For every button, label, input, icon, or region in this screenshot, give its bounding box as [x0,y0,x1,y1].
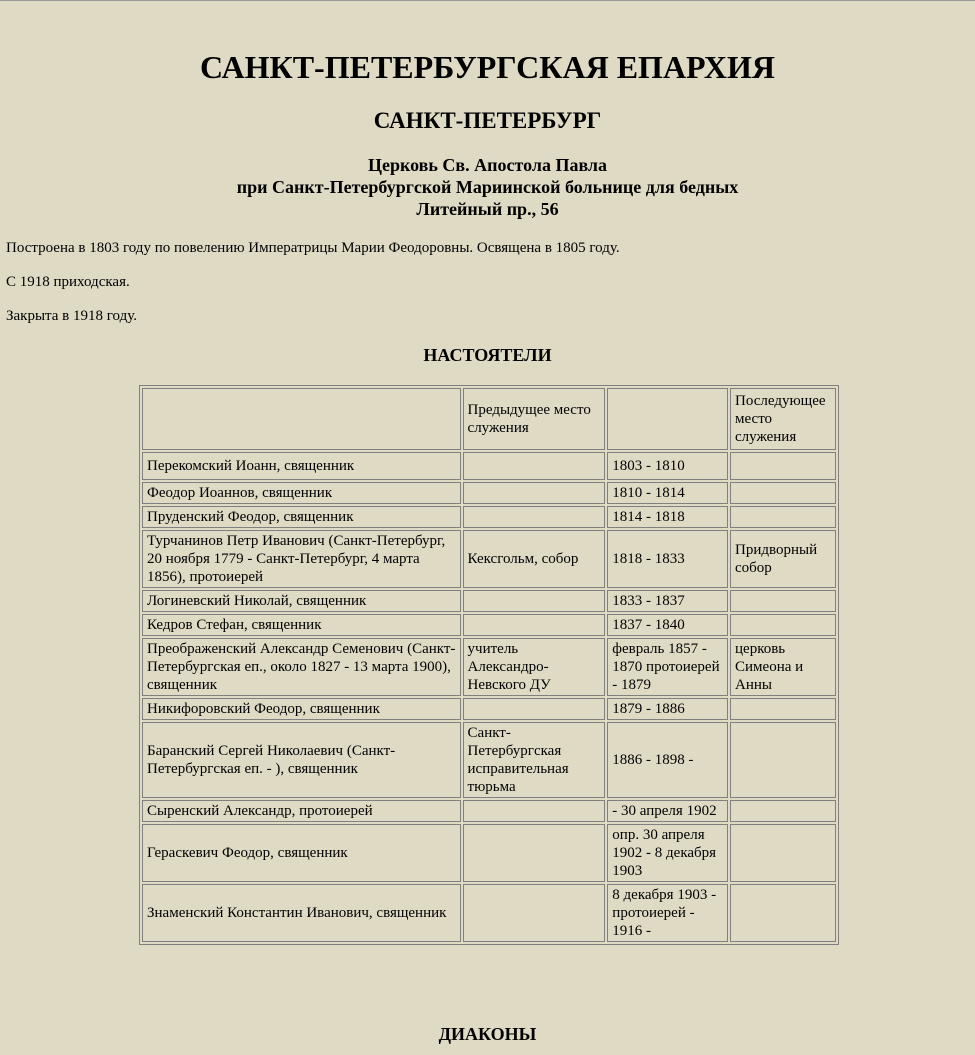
rectors-heading: НАСТОЯТЕЛИ [423,345,552,365]
table-row [142,884,836,942]
rectors-table [139,385,839,945]
cell-next-place [730,722,836,798]
cell-years: 1803 - 1810 [607,452,728,480]
info-closed: Закрыта в 1918 году. [6,308,137,324]
cell-name: Пруденский Феодор, священник [142,506,461,528]
cell-name: Логиневский Николай, священник [142,590,461,612]
cell-name: Баранский Сергей Николаевич (Санкт-Петербургская еп. - ), священник [142,722,461,798]
cell-next-place [730,884,836,942]
cell-years: 1814 - 1818 [607,506,728,528]
cell-previous-place [463,452,606,480]
cell-next-place: Придворный собор [730,530,836,588]
cell-next-place [730,800,836,822]
table-row [142,506,836,528]
cell-years: 1886 - 1898 - [607,722,728,798]
cell-name: Сыренский Александр, протоиерей [142,800,461,822]
table-row [142,590,836,612]
header-years [607,388,728,450]
header-previous-place: Предыдущее место служения [463,388,606,450]
table-row [142,614,836,636]
cell-next-place [730,698,836,720]
table-row [142,638,836,696]
cell-previous-place [463,482,606,504]
cell-previous-place [463,800,606,822]
cell-next-place [730,614,836,636]
cell-previous-place [463,614,606,636]
church-title [0,154,975,220]
table-row [142,722,836,798]
table-row [142,530,836,588]
cell-previous-place [463,884,606,942]
cell-years: 1810 - 1814 [607,482,728,504]
church-affiliation: при Санкт-Петербургской Мариинской больнице для бедных [236,177,739,197]
cell-next-place [730,452,836,480]
header-next-place: Последующее место служения [730,388,836,450]
city-title: САНКТ-ПЕТЕРБУРГ [373,108,602,133]
table-row [142,698,836,720]
table-row [142,452,836,480]
cell-next-place [730,482,836,504]
cell-next-place [730,590,836,612]
cell-previous-place [463,590,606,612]
cell-previous-place: Санкт-Петербургская исправительная тюрьма [463,722,606,798]
header-name [142,388,461,450]
cell-years: 1818 - 1833 [607,530,728,588]
cell-years: опр. 30 апреля 1902 - 8 декабря 1903 [607,824,728,882]
cell-previous-place: учитель Александро-Невского ДУ [463,638,606,696]
cell-next-place [730,506,836,528]
cell-name: Никифоровский Феодор, священник [142,698,461,720]
cell-years: 1879 - 1886 [607,698,728,720]
cell-name: Турчанинов Петр Иванович (Санкт-Петербург, 20 ноября 1779 - Санкт-Петербург, 4 марта 1856), протоиерей [142,530,461,588]
cell-name: Преображенский Александр Семенович (Санкт-Петербургская еп., около 1827 - 13 марта 1900), священник [142,638,461,696]
cell-name: Гераскевич Феодор, священник [142,824,461,882]
info-built: Построена в 1803 году по повелению Императрицы Марии Феодоровны. Освящена в 1805 году. [6,240,620,256]
cell-years: февраль 1857 - 1870 протоиерей - 1879 [607,638,728,696]
diocese-title: САНКТ-ПЕТЕРБУРГСКАЯ ЕПАРХИЯ [199,49,775,85]
table-row [142,800,836,822]
table-row [142,824,836,882]
cell-next-place: церковь Симеона и Анны [730,638,836,696]
cell-name: Кедров Стефан, священник [142,614,461,636]
deacons-heading: ДИАКОНЫ [438,1024,537,1044]
church-address: Литейный пр., 56 [416,199,559,219]
cell-previous-place [463,506,606,528]
cell-years: 8 декабря 1903 - протоиерей - 1916 - [607,884,728,942]
cell-next-place [730,824,836,882]
cell-years: 1837 - 1840 [607,614,728,636]
cell-previous-place [463,824,606,882]
cell-previous-place: Кексгольм, собор [463,530,606,588]
cell-previous-place [463,698,606,720]
info-parish: С 1918 приходская. [6,274,130,290]
table-row [142,482,836,504]
cell-years: 1833 - 1837 [607,590,728,612]
cell-years: - 30 апреля 1902 [607,800,728,822]
table-header-row [142,388,836,450]
cell-name: Феодор Иоаннов, священник [142,482,461,504]
cell-name: Знаменский Константин Иванович, священник [142,884,461,942]
church-name: Церковь Св. Апостола Павла [367,155,608,175]
cell-name: Перекомский Иоанн, священник [142,452,461,480]
